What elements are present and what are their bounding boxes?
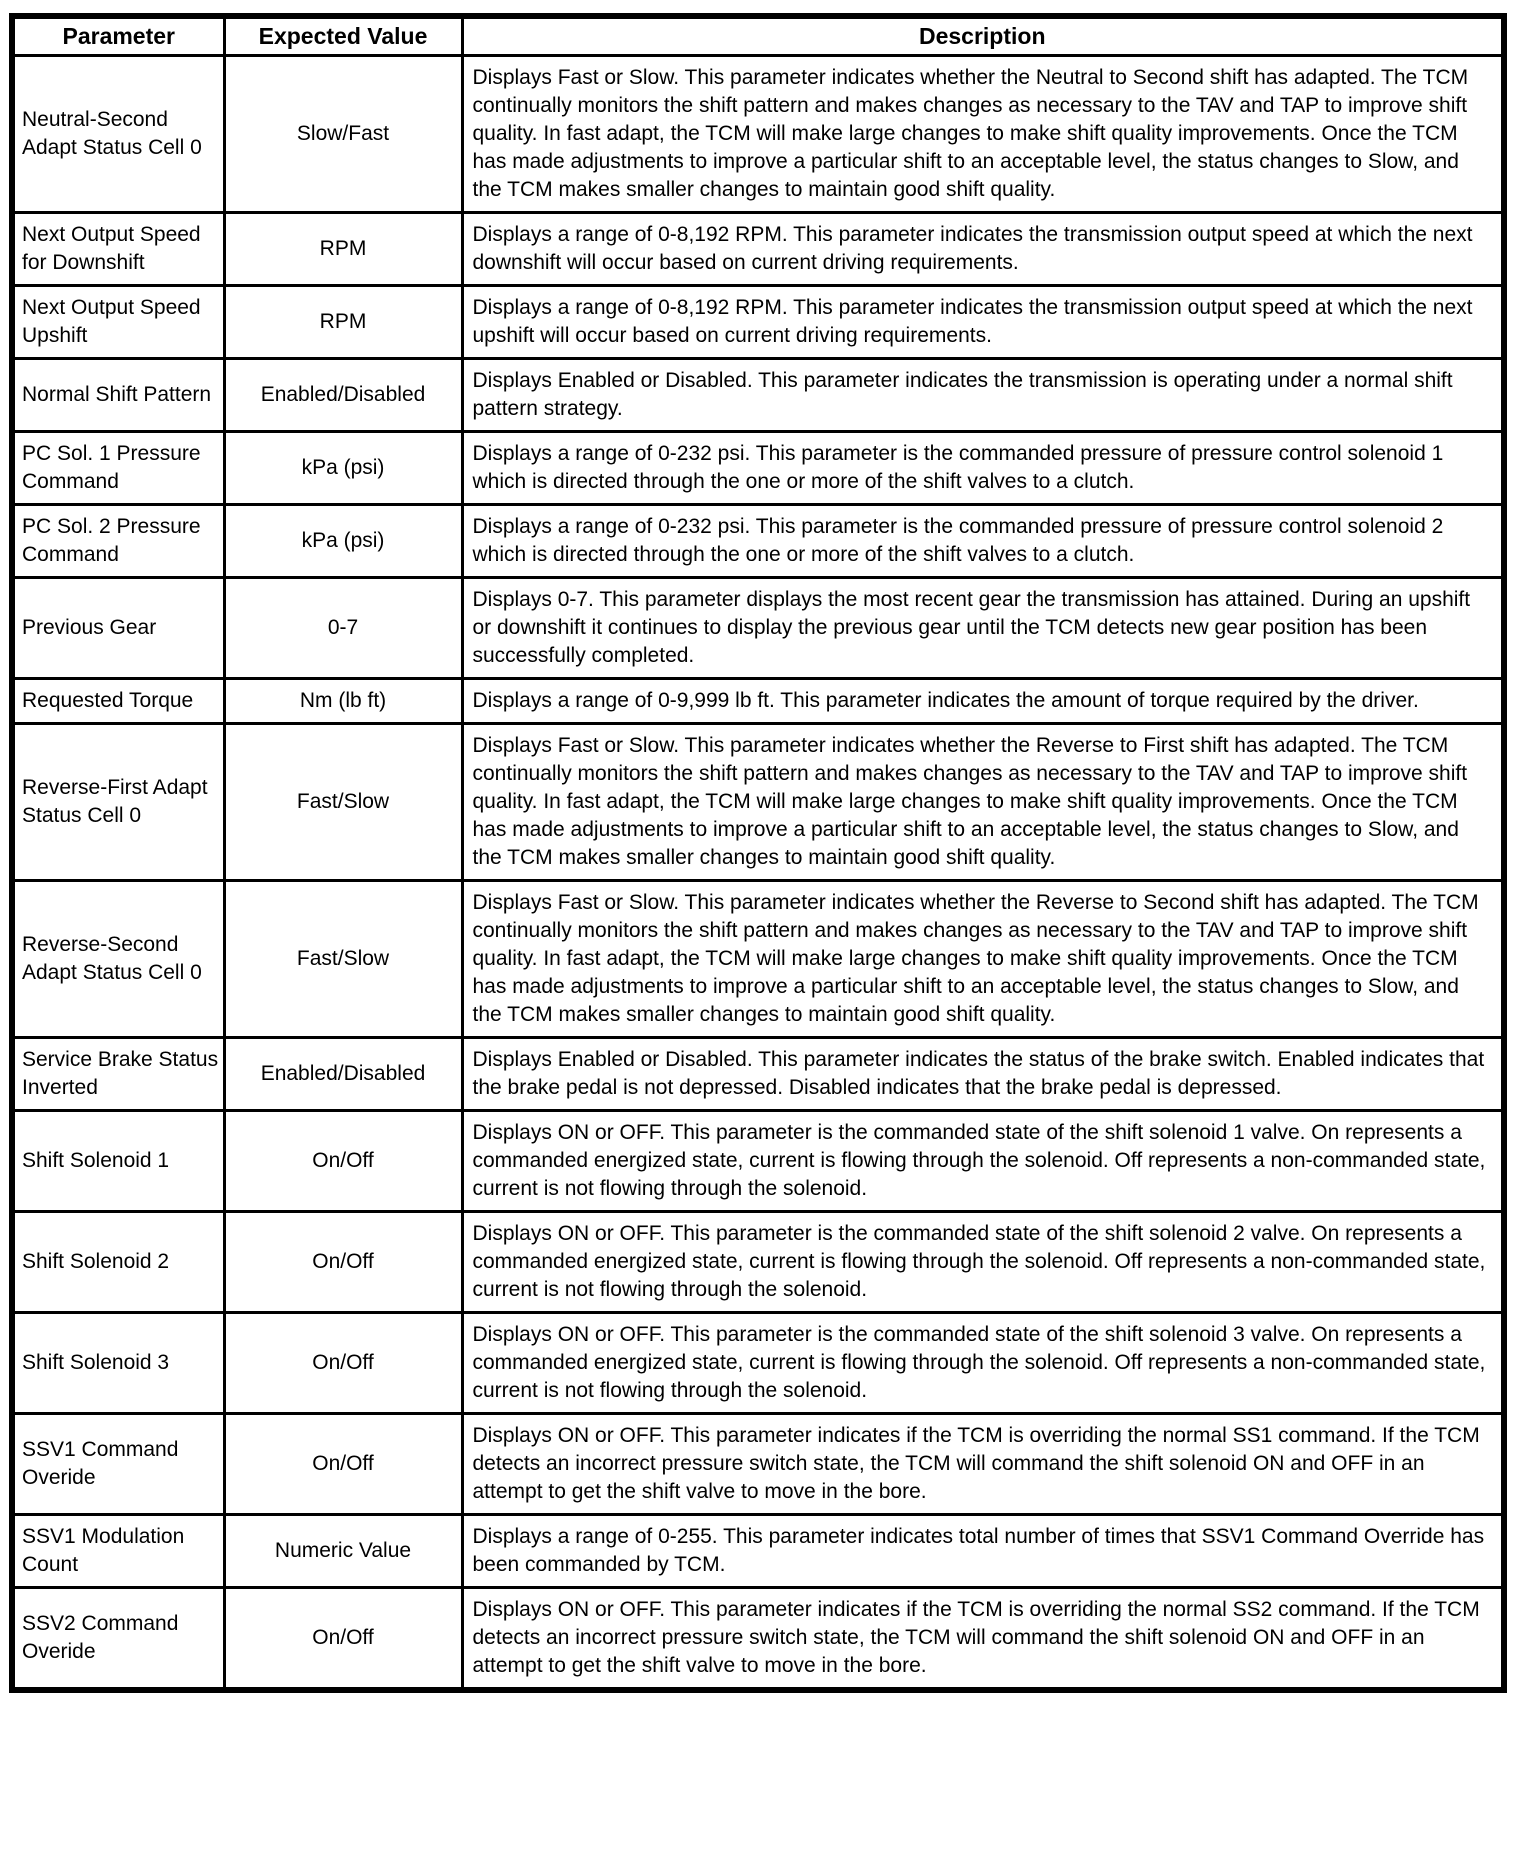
table-row	[12, 286, 1504, 359]
description-cell: Displays Enabled or Disabled. This parameter indicates the transmission is operating under a normal shift pattern strategy.	[462, 359, 1504, 432]
description-cell: Displays a range of 0-232 psi. This parameter is the commanded pressure of pressure control solenoid 1 which is directed through the one or more of the shift valves to a clutch.	[462, 432, 1504, 505]
parameter-cell: Shift Solenoid 2	[12, 1212, 224, 1313]
parameter-cell: Next Output Speed Upshift	[12, 286, 224, 359]
parameter-cell: SSV1 Command Overide	[12, 1414, 224, 1515]
table-row	[12, 1313, 1504, 1414]
expected-value-cell: kPa (psi)	[224, 432, 462, 505]
table-row	[12, 1414, 1504, 1515]
description-cell: Displays Fast or Slow. This parameter indicates whether the Neutral to Second shift has adapted. The TCM continually monitors the shift pattern and makes changes as necessary to the TAV and TAP to improve shift quality. In fast adapt, the TCM will make large changes to make shift quality improvements. Once the TCM has made adjustments to improve a particular shift to an acceptable level, the status changes to Slow, and the TCM makes smaller changes to maintain good shift quality.	[462, 56, 1504, 213]
table-row	[12, 1515, 1504, 1588]
parameter-cell: PC Sol. 2 Pressure Command	[12, 505, 224, 578]
parameter-cell: PC Sol. 1 Pressure Command	[12, 432, 224, 505]
description-cell: Displays a range of 0-8,192 RPM. This parameter indicates the transmission output speed at which the next downshift will occur based on current driving requirements.	[462, 213, 1504, 286]
parameter-cell: Previous Gear	[12, 578, 224, 679]
table-row	[12, 1038, 1504, 1111]
description-cell: Displays ON or OFF. This parameter indicates if the TCM is overriding the normal SS2 command. If the TCM detects an incorrect pressure switch state, the TCM will command the shift solenoid ON and OFF in an attempt to get the shift valve to move in the bore.	[462, 1588, 1504, 1691]
column-header-expected-value: Expected Value	[224, 16, 462, 56]
parameter-cell: Reverse-First Adapt Status Cell 0	[12, 724, 224, 881]
expected-value-cell: RPM	[224, 213, 462, 286]
table-row	[12, 505, 1504, 578]
table-row	[12, 1111, 1504, 1212]
description-cell: Displays Fast or Slow. This parameter indicates whether the Reverse to First shift has adapted. The TCM continually monitors the shift pattern and makes changes as necessary to the TAV and TAP to improve shift quality. In fast adapt, the TCM will make large changes to make shift quality improvements. Once the TCM has made adjustments to improve a particular shift to an acceptable level, the status changes to Slow, and the TCM makes smaller changes to maintain good shift quality.	[462, 724, 1504, 881]
expected-value-cell: Numeric Value	[224, 1515, 462, 1588]
description-cell: Displays ON or OFF. This parameter is the commanded state of the shift solenoid 2 valve. On represents a commanded energized state, current is flowing through the solenoid. Off represents a non-commanded state, current is not flowing through the solenoid.	[462, 1212, 1504, 1313]
table-row	[12, 359, 1504, 432]
parameter-cell: Reverse-Second Adapt Status Cell 0	[12, 881, 224, 1038]
table-row	[12, 724, 1504, 881]
table-row	[12, 432, 1504, 505]
table-row	[12, 679, 1504, 724]
expected-value-cell: Fast/Slow	[224, 724, 462, 881]
expected-value-cell: Enabled/Disabled	[224, 1038, 462, 1111]
expected-value-cell: On/Off	[224, 1212, 462, 1313]
parameter-table	[9, 13, 1507, 1693]
table-row	[12, 578, 1504, 679]
table-body	[12, 56, 1504, 1691]
parameter-cell: Requested Torque	[12, 679, 224, 724]
description-cell: Displays a range of 0-255. This parameter indicates total number of times that SSV1 Command Override has been commanded by TCM.	[462, 1515, 1504, 1588]
expected-value-cell: On/Off	[224, 1588, 462, 1691]
description-cell: Displays a range of 0-232 psi. This parameter is the commanded pressure of pressure control solenoid 2 which is directed through the one or more of the shift valves to a clutch.	[462, 505, 1504, 578]
expected-value-cell: On/Off	[224, 1414, 462, 1515]
expected-value-cell: RPM	[224, 286, 462, 359]
expected-value-cell: Fast/Slow	[224, 881, 462, 1038]
expected-value-cell: On/Off	[224, 1111, 462, 1212]
parameter-cell: Shift Solenoid 1	[12, 1111, 224, 1212]
table-row	[12, 1588, 1504, 1691]
expected-value-cell: kPa (psi)	[224, 505, 462, 578]
expected-value-cell: On/Off	[224, 1313, 462, 1414]
expected-value-cell: 0-7	[224, 578, 462, 679]
parameter-cell: Next Output Speed for Downshift	[12, 213, 224, 286]
column-header-parameter: Parameter	[12, 16, 224, 56]
column-header-description: Description	[462, 16, 1504, 56]
description-cell: Displays Enabled or Disabled. This parameter indicates the status of the brake switch. Enabled indicates that the brake pedal is not depressed. Disabled indicates that the brake pedal is depressed.	[462, 1038, 1504, 1111]
table-header-row	[12, 16, 1504, 56]
description-cell: Displays 0-7. This parameter displays the most recent gear the transmission has attained. During an upshift or downshift it continues to display the previous gear until the TCM detects new gear position has been successfully completed.	[462, 578, 1504, 679]
expected-value-cell: Nm (lb ft)	[224, 679, 462, 724]
parameter-cell: Shift Solenoid 3	[12, 1313, 224, 1414]
parameter-cell: Normal Shift Pattern	[12, 359, 224, 432]
parameter-cell: SSV2 Command Overide	[12, 1588, 224, 1691]
description-cell: Displays a range of 0-8,192 RPM. This parameter indicates the transmission output speed at which the next upshift will occur based on current driving requirements.	[462, 286, 1504, 359]
table-row	[12, 1212, 1504, 1313]
description-cell: Displays ON or OFF. This parameter is the commanded state of the shift solenoid 3 valve. On represents a commanded energized state, current is flowing through the solenoid. Off represents a non-commanded state, current is not flowing through the solenoid.	[462, 1313, 1504, 1414]
description-cell: Displays Fast or Slow. This parameter indicates whether the Reverse to Second shift has adapted. The TCM continually monitors the shift pattern and makes changes as necessary to the TAV and TAP to improve shift quality. In fast adapt, the TCM will make large changes to make shift quality improvements. Once the TCM has made adjustments to improve a particular shift to an acceptable level, the status changes to Slow, and the TCM makes smaller changes to maintain good shift quality.	[462, 881, 1504, 1038]
table-row	[12, 213, 1504, 286]
description-cell: Displays ON or OFF. This parameter is the commanded state of the shift solenoid 1 valve. On represents a commanded energized state, current is flowing through the solenoid. Off represents a non-commanded state, current is not flowing through the solenoid.	[462, 1111, 1504, 1212]
expected-value-cell: Slow/Fast	[224, 56, 462, 213]
parameter-cell: Service Brake Status Inverted	[12, 1038, 224, 1111]
parameter-cell: SSV1 Modulation Count	[12, 1515, 224, 1588]
expected-value-cell: Enabled/Disabled	[224, 359, 462, 432]
description-cell: Displays ON or OFF. This parameter indicates if the TCM is overriding the normal SS1 command. If the TCM detects an incorrect pressure switch state, the TCM will command the shift solenoid ON and OFF in an attempt to get the shift valve to move in the bore.	[462, 1414, 1504, 1515]
description-cell: Displays a range of 0-9,999 lb ft. This parameter indicates the amount of torque required by the driver.	[462, 679, 1504, 724]
parameter-cell: Neutral-Second Adapt Status Cell 0	[12, 56, 224, 213]
table-row	[12, 56, 1504, 213]
table-row	[12, 881, 1504, 1038]
